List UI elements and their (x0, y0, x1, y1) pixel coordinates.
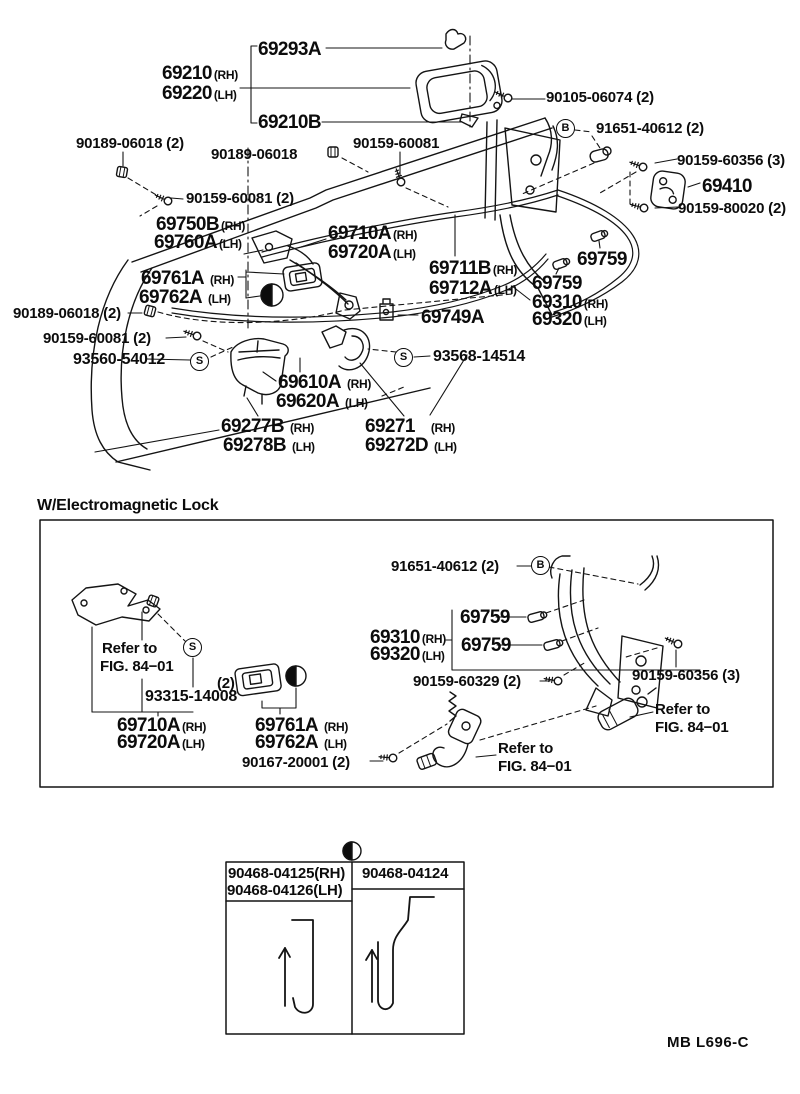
part-label-69759-a: 69759 (577, 249, 627, 270)
part-label-90189-06018-c: 90189-06018 (2) (13, 305, 121, 322)
part-label-em-90159-60329: 90159-60329 (2) (413, 673, 521, 690)
part-label-90159-60081-a: 90159-60081 (353, 135, 440, 152)
part-label-69610A: 69610A (RH) (278, 372, 372, 393)
clip-rod-right (366, 897, 434, 1009)
half-tone-marker-icon (286, 666, 306, 686)
part-label-69760A: 69760A (LH) (154, 232, 242, 253)
part-label-90189-06018-b: 90189-06018 (211, 146, 298, 163)
part-label-em-69710A: 69710A (RH) (117, 715, 207, 736)
half-tone-marker-icon (261, 284, 283, 306)
part-label-69220: 69220 (LH) (162, 83, 237, 104)
part-label-69759-b: 69759 (532, 273, 582, 294)
part-label-69293A: 69293A (258, 39, 321, 60)
part-label-69272D: 69272D (LH) (365, 435, 457, 456)
part-label-69278B: 69278B (LH) (223, 435, 315, 456)
part-label-em-69761A: 69761A (RH) (255, 715, 349, 736)
circled-s-icon: S (190, 352, 209, 371)
em-section-title: W/Electromagnetic Lock (37, 497, 219, 514)
part-label-69710A: 69710A (RH) (328, 223, 418, 244)
circled-b-icon: B (556, 119, 575, 138)
refer-note-b-line1: Refer to (498, 740, 554, 757)
part-label-em-90159-60356: 90159-60356 (3) (632, 667, 740, 684)
part-label-em-qty2: (2) (217, 675, 235, 692)
part-label-em-69762A: 69762A (LH) (255, 732, 347, 753)
half-tone-marker-icon (343, 842, 361, 860)
part-label-em-93315-14008: 93315-14008 (145, 688, 238, 705)
part-label-93568-14514: 93568-14514 (433, 348, 526, 365)
em-bezel (234, 663, 281, 696)
circled-s-icon: S (394, 348, 413, 367)
table-header-90468-04124: 90468-04124 (362, 865, 449, 882)
refer-note-b-line2: FIG. 84−01 (498, 758, 572, 775)
part-label-em-69310: 69310 (RH) (370, 627, 446, 648)
part-label-69720A: 69720A (LH) (328, 242, 416, 263)
part-label-em-91651-40612: 91651-40612 (2) (391, 558, 499, 575)
figure-code: MB L696-C (667, 1034, 750, 1051)
part-label-91651-40612: 91651-40612 (2) (596, 120, 704, 137)
half-tone-markers (261, 284, 361, 860)
part-label-69712A: 69712A (LH) (429, 278, 517, 299)
em-lock-cluster (551, 556, 663, 716)
part-label-em-90167-20001: 90167-20001 (2) (242, 754, 350, 771)
part-label-69410: 69410 (702, 176, 752, 197)
part-label-em-69720A: 69720A (LH) (117, 732, 205, 753)
part-label-69750B: 69750B (RH) (156, 214, 246, 235)
part-label-69762A: 69762A (LH) (139, 287, 231, 308)
part-label-90159-60356-a: 90159-60356 (3) (677, 152, 785, 169)
em-lock-motor (416, 692, 483, 770)
outside-handle-assembly (414, 30, 504, 128)
part-label-69210: 69210 (RH) (162, 63, 238, 84)
part-label-69271: 69271 (RH) (365, 416, 455, 437)
em-hinge-bracket (72, 584, 160, 625)
part-label-90105-06074: 90105-06074 (2) (546, 89, 654, 106)
part-label-69749A: 69749A (421, 307, 484, 328)
part-label-90159-60081-c: 90159-60081 (2) (43, 330, 151, 347)
table-header-90468-04126: 90468-04126(LH) (227, 882, 343, 899)
rod-bushing-91651 (589, 147, 611, 163)
part-label-69277B: 69277B (RH) (221, 416, 315, 437)
table-header-90468-04125: 90468-04125(RH) (228, 865, 346, 882)
circled-s-icon: S (183, 638, 202, 657)
bell-crank (322, 326, 370, 370)
refer-note-a-line2: FIG. 84−01 (100, 658, 174, 675)
part-label-90189-06018-a: 90189-06018 (2) (76, 135, 184, 152)
part-label-em-69320: 69320 (LH) (370, 644, 445, 665)
circled-b-icon: B (531, 556, 550, 575)
part-label-69320: 69320 (LH) (532, 309, 607, 330)
part-label-69310: 69310 (RH) (532, 292, 608, 313)
part-label-69761A: 69761A (RH) (141, 268, 235, 289)
part-label-69711B: 69711B (RH) (429, 258, 518, 279)
part-label-69620A: 69620A (LH) (276, 391, 368, 412)
part-label-90159-80020: 90159-80020 (2) (678, 200, 786, 217)
part-label-69210B: 69210B (258, 112, 321, 133)
refer-note-c-line1: Refer to (655, 701, 711, 718)
handle-pad-69293A (445, 30, 465, 50)
part-label-90159-60081-b: 90159-60081 (2) (186, 190, 294, 207)
part-label-em-69759-b: 69759 (461, 635, 511, 656)
part-label-em-69759-a: 69759 (460, 607, 510, 628)
refer-note-c-line2: FIG. 84−01 (655, 719, 729, 736)
refer-note-a-line1: Refer to (102, 640, 158, 657)
clip-rod-left (279, 920, 313, 1013)
part-label-93560-54012: 93560-54012 (73, 351, 166, 368)
